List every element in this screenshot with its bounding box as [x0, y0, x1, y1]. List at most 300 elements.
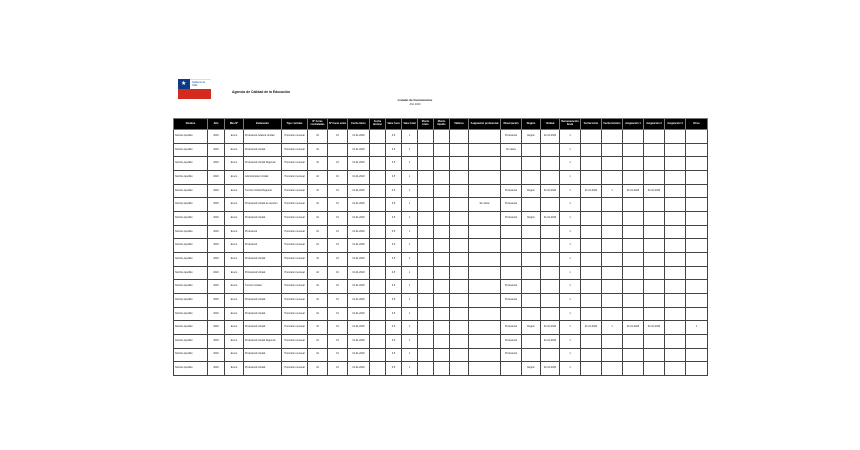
table-cell: 0.5: [386, 184, 402, 198]
table-cell: 1: [560, 266, 581, 280]
table-cell: [602, 157, 623, 171]
table-cell: Honorario mensual: [282, 157, 308, 171]
table-row: [174, 252, 708, 266]
table-row: [174, 130, 708, 144]
table-cell: 01-01-2020: [541, 362, 560, 376]
table-cell: [469, 184, 501, 198]
column-header: Nº horas extra: [328, 119, 348, 130]
table-cell: 01-01-2020: [348, 293, 370, 307]
table-cell: 2020: [208, 280, 225, 294]
table-cell: 01-01-2020: [348, 321, 370, 335]
table-cell: 44: [308, 225, 328, 239]
table-cell: [469, 143, 501, 157]
table-cell: Honorario mensual: [282, 239, 308, 253]
table-cell: [522, 198, 541, 212]
table-cell: 1: [686, 321, 708, 335]
table-cell: [623, 307, 644, 321]
table-cell: [541, 280, 560, 294]
table-row: [174, 293, 708, 307]
table-cell: [665, 252, 686, 266]
table-cell: 1: [560, 252, 581, 266]
table-cell: 2020: [208, 252, 225, 266]
table-cell: 01-01-2020: [348, 225, 370, 239]
table-cell: [686, 184, 708, 198]
table-cell: [418, 307, 434, 321]
table-cell: [644, 266, 665, 280]
table-cell: 01-01-2020: [348, 334, 370, 348]
table-cell: Profesional Unidad: [244, 348, 282, 362]
table-cell: [644, 143, 665, 157]
table-cell: Nombre Apellido: [174, 239, 208, 253]
table-cell: 0.5: [386, 293, 402, 307]
table-cell: [434, 321, 450, 335]
table-row: [174, 239, 708, 253]
table-cell: [581, 157, 602, 171]
table-cell: [541, 170, 560, 184]
table-cell: 2020: [208, 307, 225, 321]
table-cell: Enero: [225, 334, 244, 348]
column-header: Observación: [501, 119, 522, 130]
table-cell: [501, 157, 522, 171]
table-cell: 44: [308, 334, 328, 348]
table-cell: [501, 266, 522, 280]
column-header: Valor total: [402, 119, 418, 130]
table-cell: [644, 348, 665, 362]
table-cell: 1: [402, 321, 418, 335]
table-cell: 16: [328, 198, 348, 212]
table-cell: [370, 198, 386, 212]
table-cell: Profesional: [501, 321, 522, 335]
table-cell: [450, 170, 469, 184]
table-cell: [501, 307, 522, 321]
column-header: Unidad: [541, 119, 560, 130]
table-cell: 2020: [208, 143, 225, 157]
table-cell: [450, 157, 469, 171]
table-cell: [469, 130, 501, 144]
table-cell: [522, 225, 541, 239]
table-cell: 1: [560, 198, 581, 212]
table-cell: 1: [560, 362, 581, 376]
table-cell: [469, 348, 501, 362]
table-cell: [434, 130, 450, 144]
table-cell: [644, 334, 665, 348]
table-cell: 0.5: [386, 225, 402, 239]
table-cell: [623, 225, 644, 239]
column-header: Monto bruto: [418, 119, 434, 130]
table-cell: [501, 362, 522, 376]
table-cell: [370, 321, 386, 335]
table-cell: 0.5: [386, 170, 402, 184]
column-header: Viáticos: [450, 119, 469, 130]
table-cell: [602, 211, 623, 225]
table-cell: [644, 362, 665, 376]
table-cell: 1: [560, 293, 581, 307]
table-cell: [644, 252, 665, 266]
column-header: Asignación 3: [665, 119, 686, 130]
table-cell: [602, 239, 623, 253]
table-cell: 1: [560, 225, 581, 239]
table-cell: [434, 280, 450, 294]
table-cell: [370, 362, 386, 376]
table-cell: [469, 157, 501, 171]
table-cell: [581, 198, 602, 212]
table-cell: 01-01-2020: [348, 239, 370, 253]
table-cell: Enero: [225, 211, 244, 225]
table-cell: [686, 348, 708, 362]
table-cell: [602, 225, 623, 239]
table-cell: Enero: [225, 321, 244, 335]
table-cell: [581, 348, 602, 362]
table-cell: [623, 252, 644, 266]
table-cell: [434, 170, 450, 184]
table-cell: [522, 280, 541, 294]
table-cell: Enero: [225, 143, 244, 157]
table-cell: Honorario mensual: [282, 321, 308, 335]
table-cell: 1: [560, 280, 581, 294]
table-cell: 16: [328, 266, 348, 280]
table-cell: Profesional: [501, 198, 522, 212]
table-cell: 1: [402, 130, 418, 144]
table-cell: 01-01-2020: [348, 280, 370, 294]
table-cell: [418, 184, 434, 198]
table-cell: 1: [560, 170, 581, 184]
table-cell: Honorario mensual: [282, 198, 308, 212]
table-cell: [665, 225, 686, 239]
table-cell: Profesional: [501, 184, 522, 198]
table-cell: [450, 293, 469, 307]
table-cell: [434, 307, 450, 321]
table-cell: Profesional Unidad: [244, 211, 282, 225]
table-cell: [450, 239, 469, 253]
table-cell: [450, 198, 469, 212]
table-cell: Profesional Unidad Regional: [244, 157, 282, 171]
table-cell: [665, 362, 686, 376]
table-cell: [450, 225, 469, 239]
table-cell: 44: [308, 348, 328, 362]
table-cell: 44: [308, 252, 328, 266]
table-cell: 01-01-2020: [623, 321, 644, 335]
table-cell: [450, 252, 469, 266]
table-cell: Nombre Apellido: [174, 280, 208, 294]
table-cell: [434, 198, 450, 212]
table-cell: 16: [328, 252, 348, 266]
table-cell: 01-01-2020: [541, 184, 560, 198]
table-cell: [623, 157, 644, 171]
table-row: [174, 198, 708, 212]
table-cell: 1: [560, 334, 581, 348]
table-cell: 16: [328, 348, 348, 362]
table-cell: [541, 143, 560, 157]
column-header: Mes Nº: [225, 119, 244, 130]
table-cell: Profesional: [244, 239, 282, 253]
table-cell: 2020: [208, 321, 225, 335]
table-cell: [602, 307, 623, 321]
table-cell: [623, 130, 644, 144]
table-cell: [644, 280, 665, 294]
table-cell: 0.5: [386, 130, 402, 144]
table-cell: Enero: [225, 157, 244, 171]
table-cell: 1: [560, 130, 581, 144]
table-cell: [644, 307, 665, 321]
table-cell: [450, 266, 469, 280]
table-cell: [418, 348, 434, 362]
table-row: [174, 211, 708, 225]
table-cell: [644, 225, 665, 239]
table-cell: [686, 143, 708, 157]
column-header: Región: [522, 119, 541, 130]
table-cell: [686, 157, 708, 171]
table-cell: 44: [308, 170, 328, 184]
table-cell: Honorario mensual: [282, 252, 308, 266]
table-cell: [434, 239, 450, 253]
table-cell: [581, 225, 602, 239]
table-cell: [665, 170, 686, 184]
column-header: Nº horas contratadas: [308, 119, 328, 130]
table-cell: [602, 266, 623, 280]
table-cell: Enero: [225, 293, 244, 307]
table-cell: 16: [328, 211, 348, 225]
table-cell: 1: [402, 198, 418, 212]
table-cell: 1: [402, 293, 418, 307]
table-cell: Nombre Apellido: [174, 321, 208, 335]
table-row: [174, 362, 708, 376]
table-cell: Profesional Unidad: [244, 252, 282, 266]
table-cell: [602, 334, 623, 348]
staff-table: [173, 118, 708, 376]
table-cell: [434, 184, 450, 198]
table-cell: 01-01-2020: [348, 307, 370, 321]
table-cell: [644, 239, 665, 253]
table-cell: [418, 211, 434, 225]
table-cell: 0.5: [386, 334, 402, 348]
table-cell: Nombre Apellido: [174, 170, 208, 184]
table-cell: [623, 334, 644, 348]
column-header: Año: [208, 119, 225, 130]
table-cell: Región: [522, 184, 541, 198]
table-cell: 1: [560, 143, 581, 157]
table-cell: 01-01-2020: [644, 184, 665, 198]
table-cell: [450, 130, 469, 144]
table-cell: Nombre Apellido: [174, 307, 208, 321]
table-cell: 1: [402, 239, 418, 253]
table-cell: 0.5: [386, 280, 402, 294]
table-cell: 2020: [208, 239, 225, 253]
table-cell: 16: [328, 157, 348, 171]
column-header: Nombre: [174, 119, 208, 130]
table-cell: [418, 170, 434, 184]
column-header: Fecha inicio: [581, 119, 602, 130]
column-header: Estamento: [244, 119, 282, 130]
table-cell: [418, 321, 434, 335]
table-cell: [469, 170, 501, 184]
table-cell: 16: [328, 280, 348, 294]
logo-text: Gobierno de Chile: [192, 81, 206, 87]
table-cell: 44: [308, 362, 328, 376]
table-cell: 44: [308, 184, 328, 198]
table-cell: [370, 170, 386, 184]
table-cell: 44: [308, 157, 328, 171]
table-cell: 0.5: [386, 198, 402, 212]
table-cell: 44: [308, 143, 328, 157]
table-cell: Profesional: [501, 293, 522, 307]
table-cell: [665, 211, 686, 225]
table-cell: [602, 293, 623, 307]
table-cell: [328, 143, 348, 157]
table-cell: Profesional Unidad: [244, 293, 282, 307]
table-cell: Profesional: [501, 130, 522, 144]
table-cell: 1: [402, 252, 418, 266]
table-cell: [501, 252, 522, 266]
table-cell: [581, 170, 602, 184]
table-cell: [501, 239, 522, 253]
table-cell: [644, 130, 665, 144]
table-cell: Profesional Jefatura Unidad: [244, 130, 282, 144]
table-cell: Profesional: [501, 348, 522, 362]
table-cell: [541, 225, 560, 239]
table-cell: Región: [522, 130, 541, 144]
table-cell: [418, 143, 434, 157]
table-cell: [602, 362, 623, 376]
table-cell: 1: [402, 211, 418, 225]
table-cell: [418, 362, 434, 376]
table-cell: Honorario mensual: [282, 184, 308, 198]
table-cell: 16: [328, 184, 348, 198]
table-cell: [686, 170, 708, 184]
table-row: [174, 280, 708, 294]
table-cell: [522, 170, 541, 184]
table-cell: [418, 157, 434, 171]
table-cell: Profesional Unidad: [244, 266, 282, 280]
table-cell: Enero: [225, 239, 244, 253]
table-cell: [418, 239, 434, 253]
table-cell: 16: [328, 321, 348, 335]
table-cell: 2020: [208, 334, 225, 348]
table-cell: 01-01-2020: [644, 321, 665, 335]
table-cell: 01-01-2020: [541, 130, 560, 144]
table-cell: [434, 157, 450, 171]
table-cell: [623, 170, 644, 184]
table-cell: [581, 252, 602, 266]
table-cell: [541, 239, 560, 253]
table-cell: Sin datos: [501, 143, 522, 157]
table-cell: [434, 266, 450, 280]
table-cell: [418, 198, 434, 212]
table-cell: [686, 280, 708, 294]
table-cell: 16: [328, 293, 348, 307]
table-cell: Enero: [225, 225, 244, 239]
table-cell: [686, 252, 708, 266]
table-cell: 0.5: [386, 348, 402, 362]
table-cell: Enero: [225, 348, 244, 362]
table-cell: [450, 362, 469, 376]
table-cell: [469, 280, 501, 294]
table-cell: 01-01-2020: [348, 266, 370, 280]
table-cell: [623, 198, 644, 212]
table-cell: Honorario mensual: [282, 293, 308, 307]
table-row: [174, 143, 708, 157]
table-cell: [602, 130, 623, 144]
table-cell: 44: [308, 280, 328, 294]
table-cell: [469, 239, 501, 253]
table-cell: 44: [308, 130, 328, 144]
table-cell: Nombre Apellido: [174, 211, 208, 225]
table-cell: [686, 334, 708, 348]
table-cell: [522, 157, 541, 171]
table-row: [174, 348, 708, 362]
table-cell: [418, 266, 434, 280]
table-cell: [581, 130, 602, 144]
table-cell: [644, 198, 665, 212]
table-cell: [522, 307, 541, 321]
table-cell: 2020: [208, 211, 225, 225]
table-row: [174, 157, 708, 171]
table-cell: 0.5: [386, 211, 402, 225]
table-cell: 44: [308, 307, 328, 321]
column-header: Fecha inicio: [348, 119, 370, 130]
table-cell: Profesional: [501, 280, 522, 294]
table-cell: [469, 334, 501, 348]
table-cell: [602, 252, 623, 266]
table-cell: 2020: [208, 293, 225, 307]
table-cell: 0.5: [386, 157, 402, 171]
table-cell: Nombre Apellido: [174, 225, 208, 239]
table-cell: 1: [560, 348, 581, 362]
table-cell: 44: [308, 198, 328, 212]
table-cell: 01-01-2020: [348, 143, 370, 157]
table-cell: [581, 211, 602, 225]
table-cell: [450, 211, 469, 225]
table-cell: Región: [522, 211, 541, 225]
table-cell: [434, 348, 450, 362]
table-cell: [541, 198, 560, 212]
table-cell: [602, 198, 623, 212]
table-row: [174, 321, 708, 335]
table-cell: Nombre Apellido: [174, 157, 208, 171]
table-cell: Honorario mensual: [282, 362, 308, 376]
table-cell: 1: [402, 307, 418, 321]
table-cell: [623, 211, 644, 225]
table-cell: 44: [308, 211, 328, 225]
table-cell: [370, 280, 386, 294]
table-cell: 0.5: [386, 362, 402, 376]
table-cell: 1: [402, 225, 418, 239]
table-cell: 1: [402, 157, 418, 171]
table-cell: 01-01-2020: [348, 362, 370, 376]
table-cell: [623, 293, 644, 307]
table-cell: [665, 334, 686, 348]
table-cell: [644, 293, 665, 307]
table-cell: Administrativo Unidad: [244, 170, 282, 184]
table-row: [174, 307, 708, 321]
table-cell: 1: [402, 280, 418, 294]
table-cell: [541, 157, 560, 171]
table-cell: [418, 334, 434, 348]
table-cell: 1: [402, 170, 418, 184]
table-cell: Nombre Apellido: [174, 293, 208, 307]
table-cell: [370, 157, 386, 171]
table-cell: [469, 225, 501, 239]
table-cell: 01-01-2020: [348, 184, 370, 198]
table-cell: 1: [560, 157, 581, 171]
table-cell: [623, 280, 644, 294]
table-cell: [665, 239, 686, 253]
table-cell: 0.5: [386, 321, 402, 335]
table-cell: 0.5: [386, 252, 402, 266]
table-cell: [581, 334, 602, 348]
table-cell: [370, 334, 386, 348]
table-cell: [501, 225, 522, 239]
table-cell: [623, 348, 644, 362]
